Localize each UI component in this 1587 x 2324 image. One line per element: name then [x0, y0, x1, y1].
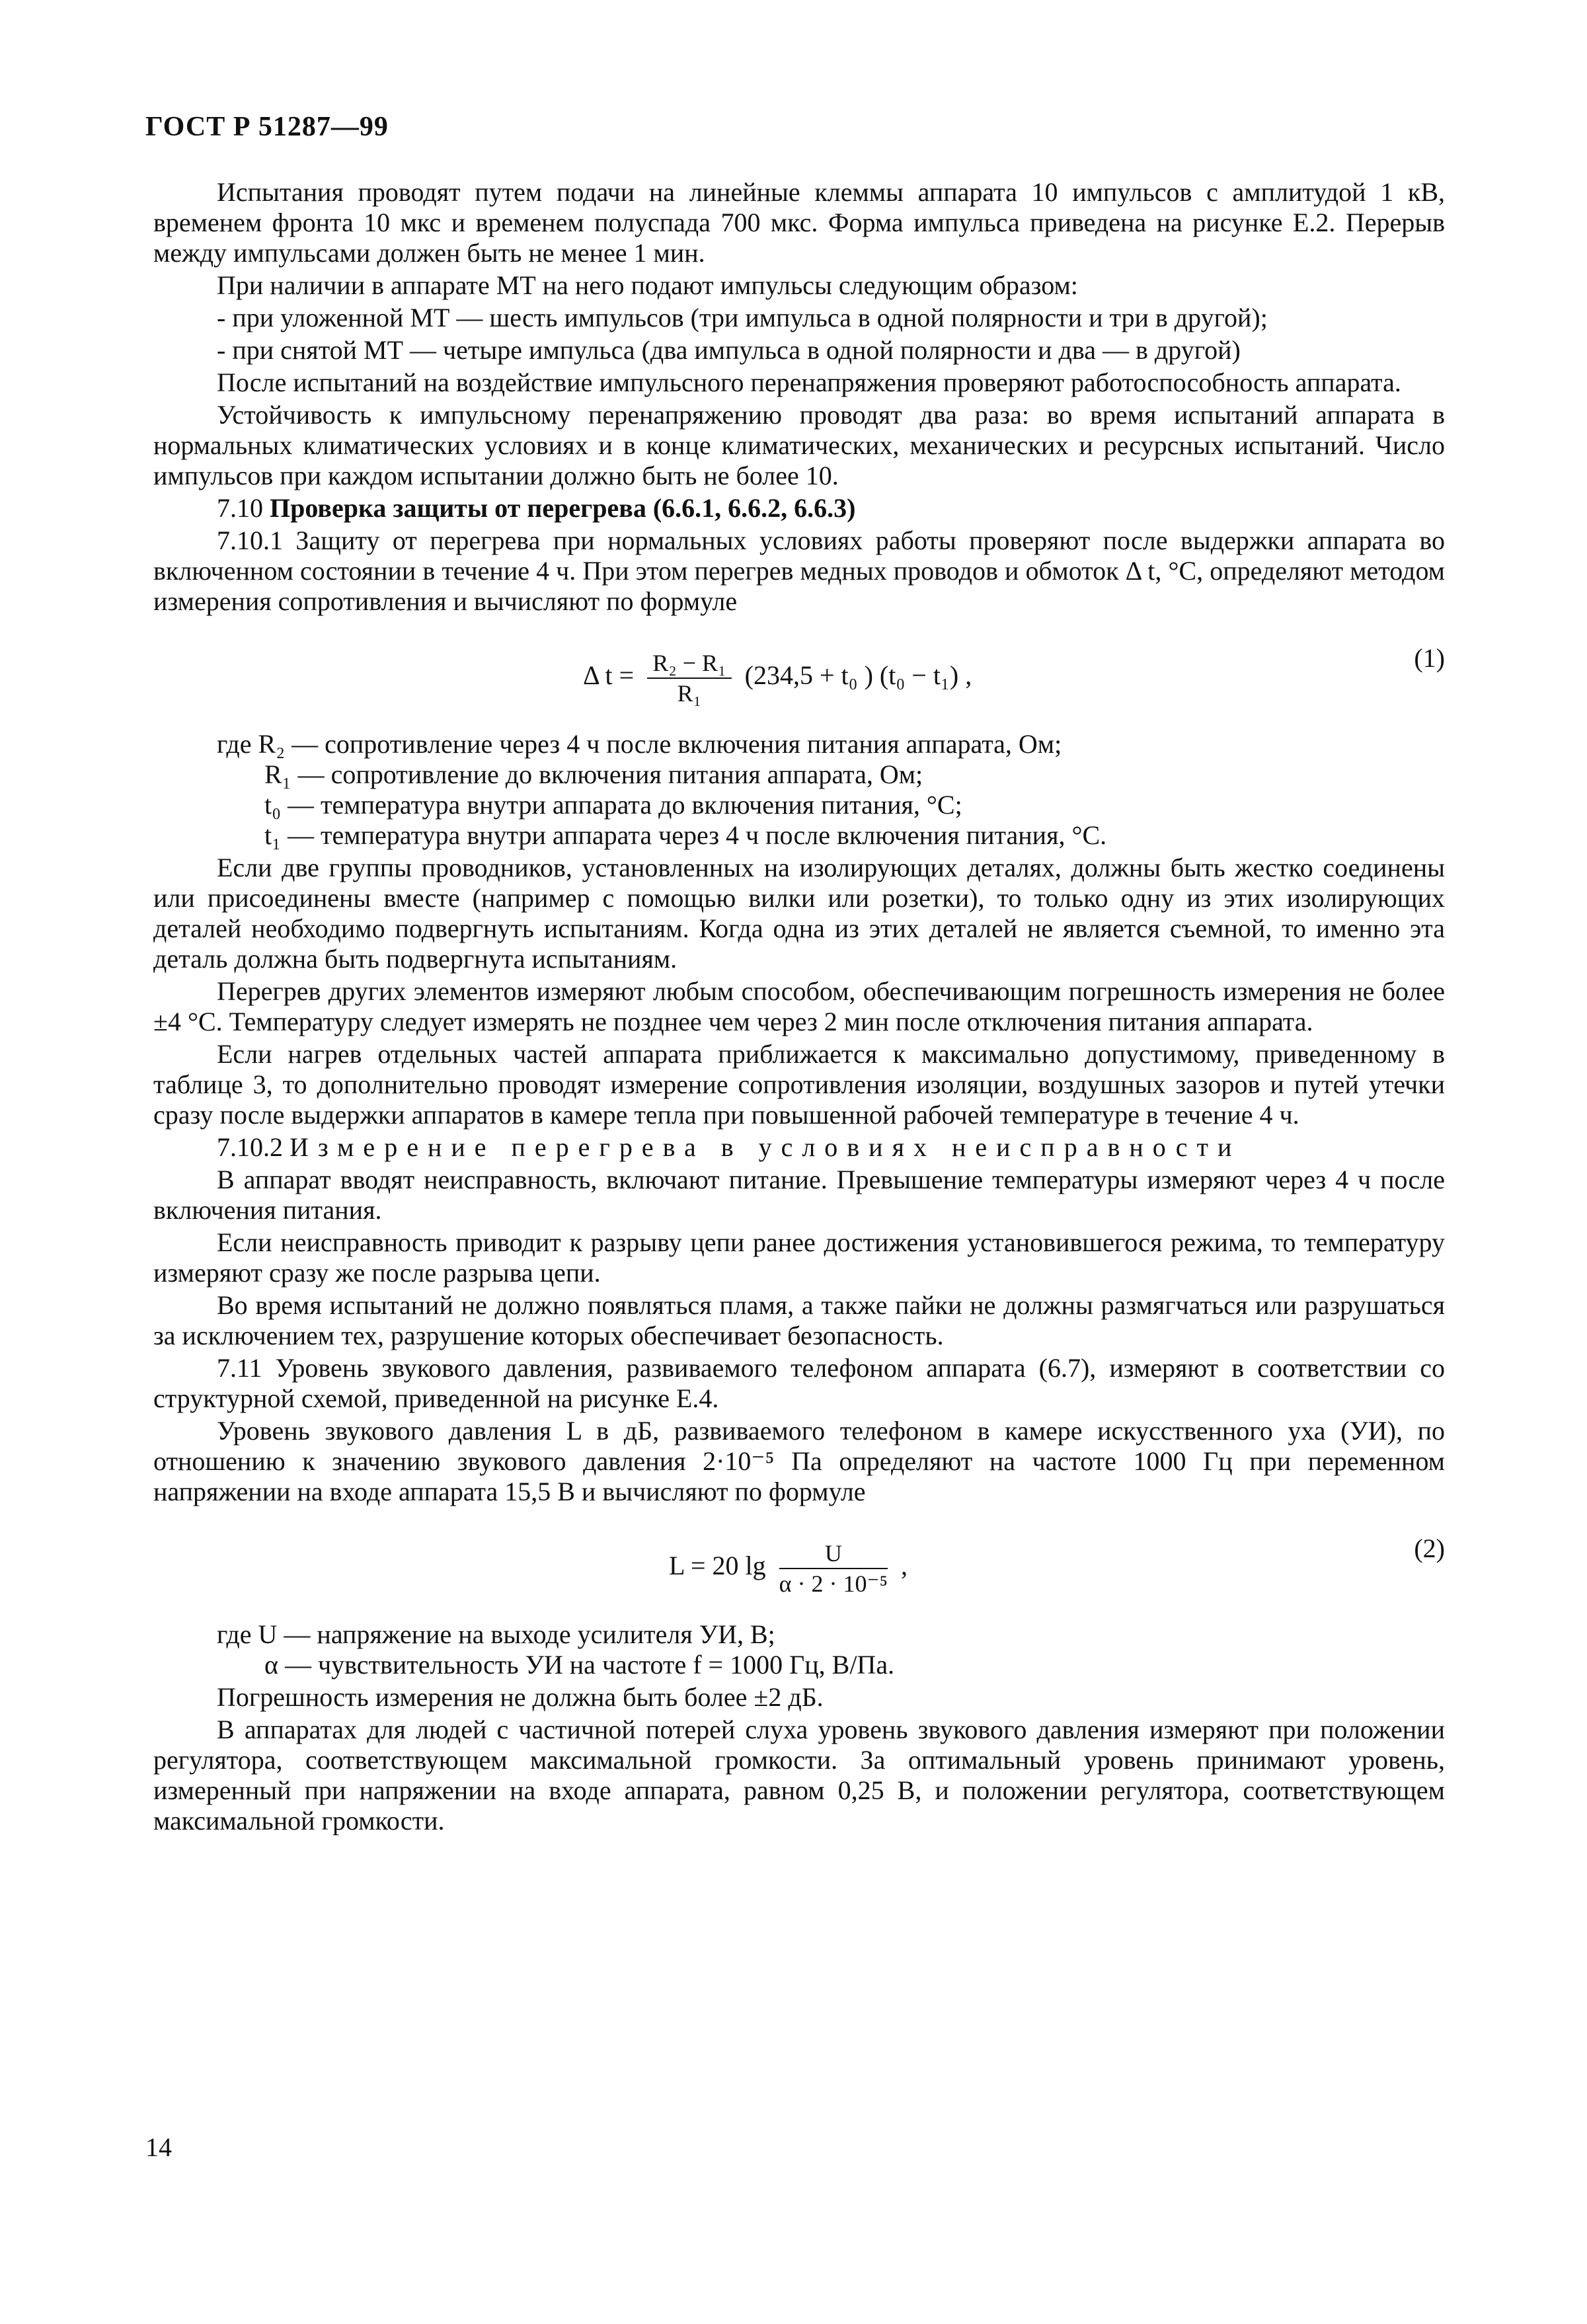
paragraph: Если нагрев отдельных частей аппарата приближается к максимально допустимому, приведенному в таблице 3, то дополнительно проводят измерение сопротивления изоляции, воздушных зазоров и путей утечки сразу после выдержки аппаратов в камере тепла при повышенной рабочей температуре в течение 4 ч. — [153, 1039, 1445, 1130]
paragraph: Если неисправность приводит к разрыву цепи ранее достижения установившегося режима, то температуру измеряют сразу же после разрыва цепи. — [153, 1227, 1445, 1288]
paragraph: При наличии в аппарате МТ на него подают импульсы следующим образом: — [217, 270, 1078, 300]
formula-lhs: Δ t = — [583, 660, 635, 691]
section-title: Проверка защиты от перегрева (6.6.1, 6.6.2, 6.6.3) — [270, 493, 856, 523]
definition-row: α — чувствительность УИ на частоте f = 1000 Гц, В/Па. — [264, 1650, 895, 1680]
paragraph: В аппарат вводят неисправность, включают питание. Превышение температуры измеряют через 4 ч после включения питания. — [153, 1165, 1445, 1225]
definition-row: R₁ — сопротивление до включения питания аппарата, Ом; — [264, 759, 923, 789]
paragraph: Погрешность измерения не должна быть более ±2 дБ. — [217, 1682, 824, 1712]
formula-denominator: R₁ — [677, 680, 702, 707]
formula-1 — [153, 623, 1445, 722]
formula-rest: (234,5 + t₀ ) (t₀ − t₁) , — [744, 660, 972, 691]
formula-numerator: R₂ − R₁ — [647, 650, 731, 679]
formula-numerator: U — [779, 1540, 888, 1569]
paragraph: Во время испытаний не должно появляться пламя, а также пайки не должны размягчаться или разрушаться за исключением тех, разрушение которых обеспечивает безопасность. — [153, 1290, 1445, 1350]
formula-rest: , — [901, 1551, 908, 1581]
definition-row: где R₂ — сопротивление через 4 ч после включения питания аппарата, Ом; — [217, 729, 1062, 759]
section-title: Измерение перегрева в условиях неисправности — [290, 1132, 1241, 1162]
list-item: - при уложенной МТ — шесть импульсов (три импульса в одной полярности и три в другой); — [217, 303, 1268, 332]
definition-row: где U — напряжение на выходе усилителя УИ, В; — [217, 1619, 775, 1649]
paragraph: 7.10.1 Защиту от перегрева при нормальных условиях работы проверяют после выдержки аппарата во включенном состоянии в течение 4 ч. При этом перегрев медных проводов и обмоток Δ t, °С, определяют методом измерения сопротивления и вычисляют по формуле — [153, 525, 1445, 616]
page-number: 14 — [145, 2132, 172, 2162]
paragraph: После испытаний на воздействие импульсного перенапряжения проверяют работоспособность аппарата. — [217, 368, 1401, 397]
formula-number: (1) — [1414, 643, 1445, 673]
formula-lhs: L = 20 lg — [669, 1551, 766, 1581]
formula-number: (2) — [1414, 1533, 1445, 1563]
formula-2 — [153, 1514, 1445, 1613]
paragraph: В аппаратах для людей с частичной потерей слуха уровень звукового давления измеряют при положении регулятора, соответствующем максимальной громкости. За оптимальный уровень принимают уровень, измеренный при напряжении на входе аппарата, равном 0,25 В, и положении регулятора, соответствующем максимальной громкости. — [153, 1715, 1445, 1836]
list-item: - при снятой МТ — четыре импульса (два импульса в одной полярности и два — в другой) — [217, 335, 1241, 365]
formula-fraction — [647, 650, 731, 707]
section-heading — [153, 493, 1445, 523]
document-header: ГОСТ Р 51287—99 — [145, 112, 389, 142]
section-number: 7.10 — [217, 493, 263, 523]
formula-definitions — [153, 729, 1445, 851]
document-body — [153, 177, 1445, 1838]
definition-row: t₀ — температура внутри аппарата до включения питания, °С; — [264, 790, 962, 820]
section-heading — [153, 1132, 1445, 1163]
paragraph: Перегрев других элементов измеряют любым способом, обеспечивающим погрешность измерения не более ±4 °С. Температуру следует измерять не позднее чем через 2 мин после отключения питания аппарата. — [153, 976, 1445, 1036]
paragraph: Уровень звукового давления L в дБ, развиваемого телефоном в камере искусственного уха (УИ), по отношению к значению звукового давления 2·10⁻⁵ Па определяют на частоте 1000 Гц при переменном напряжении на входе аппарата 15,5 В и вычисляют по формуле — [153, 1416, 1445, 1506]
paragraph: Если две группы проводников, установленных на изолирующих деталях, должны быть жестко соединены или присоединены вместе (например с помощью вилки или розетки), то только одну из этих изолирующих деталей необходимо подвергнуть испытаниям. Когда одна из этих деталей не является съемной, то именно эта деталь должна быть подвергнута испытаниям. — [153, 853, 1445, 974]
definition-row: t₁ — температура внутри аппарата через 4 ч после включения питания, °С. — [264, 820, 1107, 850]
section-number: 7.10.2 — [217, 1132, 283, 1162]
formula-denominator: α · 2 · 10⁻⁵ — [779, 1570, 888, 1597]
paragraph: Устойчивость к импульсному перенапряжению проводят два раза: во время испытаний аппарата в нормальных климатических условиях и в конце климатических, механических и ресурсных испытаний. Число импульсов при каждом испытании должно быть не более 10. — [153, 400, 1445, 490]
paragraph: Испытания проводят путем подачи на линейные клеммы аппарата 10 импульсов с амплитудой 1 кВ, временем фронта 10 мкс и временем полуспада 700 мкс. Форма импульса приведена на рисунке Е.2. Перерыв между импульсами должен быть не менее 1 мин. — [153, 177, 1445, 268]
formula-definitions — [153, 1619, 1445, 1680]
formula-fraction — [779, 1540, 888, 1597]
paragraph: 7.11 Уровень звукового давления, развиваемого телефоном аппарата (6.7), измеряют в соответствии со структурной схемой, приведенной на рисунке Е.4. — [153, 1353, 1445, 1413]
